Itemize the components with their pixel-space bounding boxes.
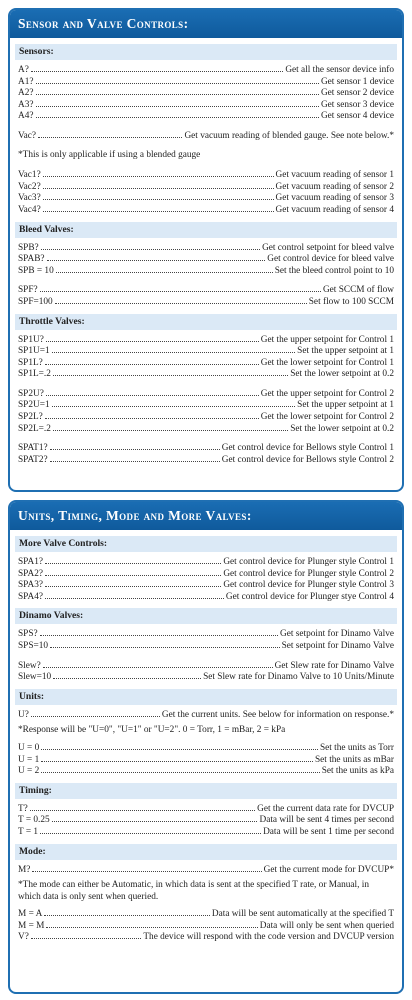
command-description: Data will only be sent when queried	[259, 920, 394, 931]
command-description: Set the upper setpoint at 1	[297, 346, 394, 357]
dot-leader	[50, 640, 280, 648]
dot-leader	[45, 411, 259, 419]
dot-leader	[31, 931, 142, 939]
command-row	[15, 671, 397, 683]
command-code: SPS?	[18, 629, 38, 640]
command-description: Get sensor 2 device	[320, 88, 394, 99]
command-row	[15, 660, 397, 672]
sensors-list	[15, 64, 397, 122]
command-row	[15, 76, 397, 88]
command-row	[15, 334, 397, 346]
dot-leader	[56, 265, 273, 273]
dot-leader	[36, 87, 319, 95]
command-code: SPA4?	[18, 591, 43, 602]
dot-leader	[53, 423, 288, 431]
dot-leader	[55, 296, 307, 304]
command-row	[15, 742, 397, 754]
command-row	[15, 826, 397, 838]
dot-leader	[43, 181, 274, 189]
command-description: Get all the sensor device info	[285, 65, 394, 75]
command-description: Get the lower setpoint for Control 2	[260, 412, 394, 423]
command-code: SPA3?	[18, 580, 43, 591]
command-row	[15, 296, 397, 308]
command-code: SPF=100	[18, 296, 53, 307]
command-code: T?	[18, 803, 28, 814]
command-code: SPAT1?	[18, 443, 48, 454]
command-row	[15, 110, 397, 122]
command-code: A1?	[18, 76, 34, 87]
command-code: SPAT2?	[18, 454, 48, 465]
command-description: Get control device for Plunger style Control 1	[223, 557, 394, 567]
dot-leader	[52, 345, 296, 353]
dot-leader	[41, 754, 313, 762]
command-code: M = A	[18, 909, 43, 920]
dot-leader	[52, 814, 258, 822]
command-row	[15, 253, 397, 265]
mode-set-list	[15, 908, 397, 943]
command-code: Vac3?	[18, 193, 41, 204]
command-row	[15, 803, 397, 815]
units-set-list	[15, 742, 397, 777]
command-code: SPS=10	[18, 640, 49, 651]
command-code: T = 0.25	[18, 815, 50, 826]
command-code: SPA2?	[18, 568, 43, 579]
command-description: Get vacuum reading of sensor 2	[275, 181, 394, 192]
command-description: Get control device for Plunger stye Control 4	[225, 591, 394, 602]
command-description: Get vacuum reading of sensor 1	[275, 170, 394, 181]
command-row	[15, 181, 397, 193]
command-row	[15, 99, 397, 111]
command-code: Slew?	[18, 660, 41, 671]
command-description: Set the lower setpoint at 0.2	[290, 423, 394, 434]
command-code: M = M	[18, 920, 45, 931]
sensors-heading: Sensors:	[15, 44, 397, 60]
command-code: U = 1	[18, 754, 40, 765]
command-code: SP1L?	[18, 357, 43, 368]
dot-leader	[30, 803, 255, 811]
command-description: Get control device for Plunger style Control 2	[223, 568, 394, 579]
command-row	[15, 345, 397, 357]
command-description: Get the current mode for DVCUP*	[263, 864, 394, 875]
command-code: SP1U?	[18, 334, 44, 345]
command-row	[15, 388, 397, 400]
command-row	[15, 423, 397, 435]
command-row	[15, 765, 397, 777]
dot-leader	[46, 334, 259, 342]
bellows-list	[15, 442, 397, 465]
dot-leader	[31, 64, 283, 72]
dinamo-valves-heading: Dinamo Valves:	[15, 608, 397, 624]
mode-query-row	[15, 864, 397, 876]
command-description: Set Slew rate for Dinamo Valve to 10 Units/Minute	[203, 672, 394, 683]
plunger-list	[15, 556, 397, 602]
command-code: SP2U?	[18, 388, 44, 399]
command-description: Get vacuum reading of blended gauge. See note below.*	[184, 130, 394, 141]
command-description: The device will respond with the code version and DVCUP version	[143, 932, 394, 943]
dot-leader	[43, 204, 274, 212]
sensor-valve-title: Sensor and Valve Controls:	[10, 10, 402, 38]
command-row	[15, 568, 397, 580]
command-row	[15, 357, 397, 369]
command-row	[15, 64, 397, 76]
throttle-control1-list	[15, 334, 397, 380]
dot-leader	[52, 399, 296, 407]
dot-leader	[36, 99, 319, 107]
command-row	[15, 920, 397, 932]
command-description: Get control setpoint for bleed valve	[262, 242, 394, 253]
dot-leader	[41, 242, 260, 250]
command-row	[15, 265, 397, 277]
command-code: Vac1?	[18, 170, 41, 181]
bleed-valves-heading: Bleed Valves:	[15, 222, 397, 238]
command-row	[15, 591, 397, 603]
bleed-list	[15, 242, 397, 277]
mode-note: *The mode can either be Automatic, in which data is sent at the specified T rate, or Manual, in which data is only sent when queried.	[18, 880, 370, 902]
dot-leader	[46, 388, 259, 396]
command-description: Get the current data rate for DVCUP	[257, 803, 394, 814]
command-row	[15, 284, 397, 296]
units-timing-panel	[8, 500, 404, 994]
command-row	[15, 192, 397, 204]
units-timing-title: Units, Timing, Mode and More Valves:	[10, 502, 402, 530]
command-code: V?	[18, 932, 29, 943]
command-row	[15, 931, 397, 943]
command-code: SP1L=.2	[18, 369, 51, 380]
command-description: Get sensor 1 device	[320, 76, 394, 87]
command-description: Get sensor 3 device	[320, 99, 394, 110]
command-row	[15, 864, 397, 876]
command-row	[15, 411, 397, 423]
dot-leader	[31, 709, 160, 717]
command-code: U?	[18, 709, 29, 720]
sensor-valve-panel	[8, 8, 404, 492]
dot-leader	[45, 556, 221, 564]
dot-leader	[45, 568, 221, 576]
command-row	[15, 814, 397, 826]
units-heading: Units:	[15, 689, 397, 705]
command-code: A3?	[18, 99, 34, 110]
sensor-valve-body	[10, 38, 402, 469]
vac-blended-row	[15, 130, 397, 142]
command-description: Set the units as Torr	[319, 742, 394, 753]
dot-leader	[40, 628, 278, 636]
command-description: Data will be sent 4 times per second	[259, 815, 394, 826]
command-code: SPA1?	[18, 557, 43, 567]
command-description: Data will be sent 1 time per second	[263, 826, 394, 837]
dinamo-setpoint-list	[15, 628, 397, 651]
dot-leader	[43, 660, 273, 668]
dot-leader	[45, 591, 224, 599]
command-code: Slew=10	[18, 672, 52, 683]
units-response-note: *Response will be "U=0", "U=1" or "U=2". 0 = Torr, 1 = mBar, 2 = kPa	[18, 725, 286, 736]
command-code: T = 1	[18, 826, 39, 837]
command-code: SP1U=1	[18, 346, 50, 357]
command-code: U = 2	[18, 766, 40, 777]
timing-heading: Timing:	[15, 783, 397, 799]
dot-leader	[43, 192, 274, 200]
dot-leader	[40, 284, 321, 292]
command-description: Set the units as kPa	[321, 766, 394, 777]
command-code: M?	[18, 864, 31, 875]
command-description: Get the current units. See below for information on response.*	[161, 709, 394, 720]
command-row	[15, 368, 397, 380]
dot-leader	[53, 671, 201, 679]
command-code: Vac2?	[18, 181, 41, 192]
command-code: SP2L=.2	[18, 423, 51, 434]
command-code: A2?	[18, 88, 34, 99]
command-code: Vac4?	[18, 204, 41, 215]
command-description: Get control device for Bellows style Control 1	[221, 443, 394, 454]
dot-leader	[38, 130, 182, 138]
command-description: Get control device for bleed valve	[267, 254, 394, 265]
command-description: Set setpoint for Dinamo Valve	[281, 640, 394, 651]
command-row	[15, 442, 397, 454]
vac-sensors-list	[15, 169, 397, 215]
command-code: SPAB?	[18, 254, 45, 265]
command-row	[15, 454, 397, 466]
blended-gauge-note: *This is only applicable if using a blended gauge	[18, 149, 201, 160]
dot-leader	[53, 368, 288, 376]
dot-leader	[36, 76, 319, 84]
command-description: Set the bleed control point to 10	[274, 265, 394, 276]
dot-leader	[44, 908, 210, 916]
command-code: SPB = 10	[18, 265, 54, 276]
command-row	[15, 87, 397, 99]
command-row	[15, 640, 397, 652]
dot-leader	[45, 357, 259, 365]
command-description: Get the lower setpoint for Control 1	[260, 357, 394, 368]
command-description: Get control device for Bellows style Control 2	[221, 454, 394, 465]
throttle-valves-heading: Throttle Valves:	[15, 314, 397, 330]
command-row	[15, 556, 397, 568]
command-description: Get setpoint for Dinamo Valve	[280, 629, 394, 640]
command-code: A?	[18, 65, 29, 75]
dot-leader	[46, 920, 257, 928]
command-description: Get SCCM of flow	[322, 285, 394, 296]
command-row	[15, 579, 397, 591]
command-description: Set the lower setpoint at 0.2	[290, 369, 394, 380]
command-description: Get vacuum reading of sensor 4	[275, 204, 394, 215]
command-row	[15, 130, 397, 142]
command-description: Get sensor 4 device	[320, 111, 394, 122]
dot-leader	[50, 442, 220, 450]
dot-leader	[47, 253, 266, 261]
command-row	[15, 709, 397, 721]
command-code: SPB?	[18, 242, 39, 253]
dot-leader	[36, 110, 319, 118]
command-row	[15, 628, 397, 640]
units-query-row	[15, 709, 397, 721]
command-code: SPF?	[18, 285, 38, 296]
dot-leader	[43, 169, 274, 177]
flow-list	[15, 284, 397, 307]
command-description: Get Slew rate for Dinamo Valve	[274, 660, 394, 671]
command-description: Set the upper setpoint at 1	[297, 400, 394, 411]
command-description: Data will be sent automatically at the specified T	[211, 909, 394, 920]
command-row	[15, 242, 397, 254]
command-code: SP2L?	[18, 412, 43, 423]
command-code: A4?	[18, 111, 34, 122]
mode-heading: Mode:	[15, 844, 397, 860]
command-row	[15, 169, 397, 181]
command-description: Get vacuum reading of sensor 3	[275, 193, 394, 204]
command-description: Set the units as mBar	[314, 754, 394, 765]
dot-leader	[45, 579, 221, 587]
dot-leader	[50, 454, 220, 462]
command-code: SP2U=1	[18, 400, 50, 411]
command-row	[15, 754, 397, 766]
dot-leader	[32, 864, 261, 872]
timing-list	[15, 803, 397, 838]
dot-leader	[41, 765, 319, 773]
command-row	[15, 204, 397, 216]
more-valve-controls-heading: More Valve Controls:	[15, 536, 397, 552]
command-code: Vac?	[18, 130, 37, 141]
command-row	[15, 908, 397, 920]
command-description: Get the upper setpoint for Control 2	[260, 388, 394, 399]
throttle-control2-list	[15, 388, 397, 434]
command-description: Set flow to 100 SCCM	[308, 296, 394, 307]
command-description: Get the upper setpoint for Control 1	[260, 334, 394, 345]
command-description: Get control device for Plunger style Control 3	[223, 580, 394, 591]
command-row	[15, 399, 397, 411]
command-code: U = 0	[18, 742, 40, 753]
units-timing-body	[10, 530, 402, 947]
dot-leader	[41, 742, 318, 750]
dinamo-slew-list	[15, 660, 397, 683]
dot-leader	[40, 826, 261, 834]
